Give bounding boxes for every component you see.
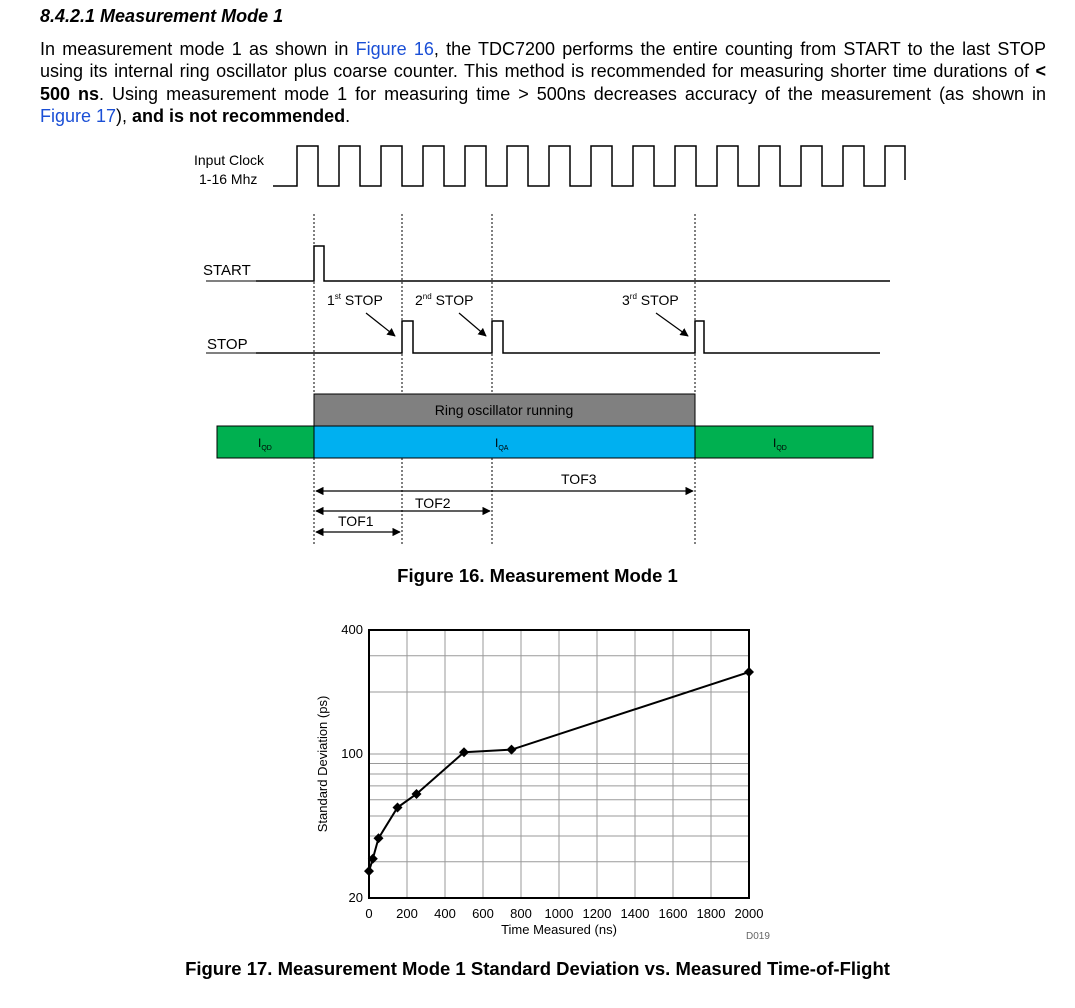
stop-waveform: [256, 321, 880, 353]
data-point-marker: [744, 667, 754, 677]
start-label: START: [203, 262, 251, 279]
x-tick-labels: [365, 906, 763, 921]
para-bold-2: and is not recommended: [132, 105, 346, 126]
x-tick-label: 400: [434, 906, 456, 921]
chart-grid: [369, 630, 749, 898]
ring-oscillator-label: Ring oscillator running: [434, 402, 574, 418]
data-point-marker: [374, 833, 384, 843]
y-tick-label: 20: [348, 890, 363, 905]
x-tick-label: 1800: [696, 906, 726, 921]
chart-annotation: D019: [746, 931, 770, 942]
x-tick-label: 1400: [620, 906, 650, 921]
figure16-caption: Figure 16. Measurement Mode 1: [397, 565, 678, 586]
para-text-1: In measurement mode 1 as shown in: [40, 39, 356, 59]
y-tick-label: 400: [341, 622, 363, 637]
tof2-label: TOF2: [415, 495, 451, 511]
stop1-label: 1st STOP: [327, 292, 383, 308]
tof1-label: TOF1: [338, 513, 374, 529]
y-tick-labels: [341, 622, 363, 905]
stop1-pointer-arrow: [366, 313, 395, 336]
std-deviation-chart: [0, 615, 1075, 945]
iqd-left-label: $I_{QD}$: [258, 436, 272, 452]
iqd-right-label: $I_{QD}$: [773, 436, 787, 452]
tof3-label: TOF3: [561, 471, 597, 487]
x-tick-label: 800: [510, 906, 532, 921]
iqa-bar: [314, 426, 695, 458]
x-tick-label: 2000: [734, 906, 764, 921]
x-axis-label: Time Measured (ns): [501, 922, 617, 937]
stop2-label: 2nd STOP: [415, 292, 474, 308]
figure16-link[interactable]: Figure 16: [355, 39, 434, 59]
para-text-2: , the TDC7200 performs the entire counting from START to the last STOP using its internal ring oscillator plus coarse counter. This method is recommended for measuring shorter time durations of: [40, 39, 1047, 82]
section-heading: 8.4.2.1 Measurement Mode 1: [40, 6, 284, 26]
x-tick-label: 200: [396, 906, 418, 921]
y-tick-label: 100: [341, 746, 363, 762]
stop2-pointer-arrow: [459, 313, 486, 336]
x-tick-label: 1200: [582, 906, 612, 921]
iqd-left-bar: [217, 426, 314, 458]
para-text-3: . Using measurement mode 1 for measuring time > 500ns decreases accuracy of the measurement (as shown in: [99, 83, 1046, 104]
stop-label: STOP: [207, 336, 248, 353]
x-tick-label: 600: [472, 906, 494, 921]
x-tick-label: 1000: [544, 906, 574, 921]
stop3-pointer-arrow: [656, 313, 688, 336]
para-text-5: .: [345, 105, 351, 126]
iqd-right-bar: [695, 426, 873, 458]
para-text-4: ),: [116, 105, 133, 126]
figure17-link[interactable]: Figure 17: [40, 105, 117, 126]
clock-label-line1: Input Clock: [194, 152, 265, 168]
iqa-label: $I_{QA}$: [495, 436, 509, 452]
clock-label-line2: 1-16 Mhz: [199, 171, 258, 187]
stop3-label: 3rd STOP: [622, 292, 679, 308]
x-tick-label: 0: [365, 906, 373, 921]
y-axis-label: Standard Deviation (ps): [315, 695, 330, 833]
data-point-marker: [507, 745, 517, 755]
input-clock-waveform: [273, 146, 905, 186]
data-point-marker: [364, 866, 374, 876]
start-waveform: [256, 246, 890, 281]
figure17-caption: Figure 17. Measurement Mode 1 Standard Deviation vs. Measured Time-of-Flight: [185, 958, 890, 979]
para-bold-1: < 500 ns: [40, 61, 1046, 104]
x-tick-label: 1600: [658, 906, 688, 921]
